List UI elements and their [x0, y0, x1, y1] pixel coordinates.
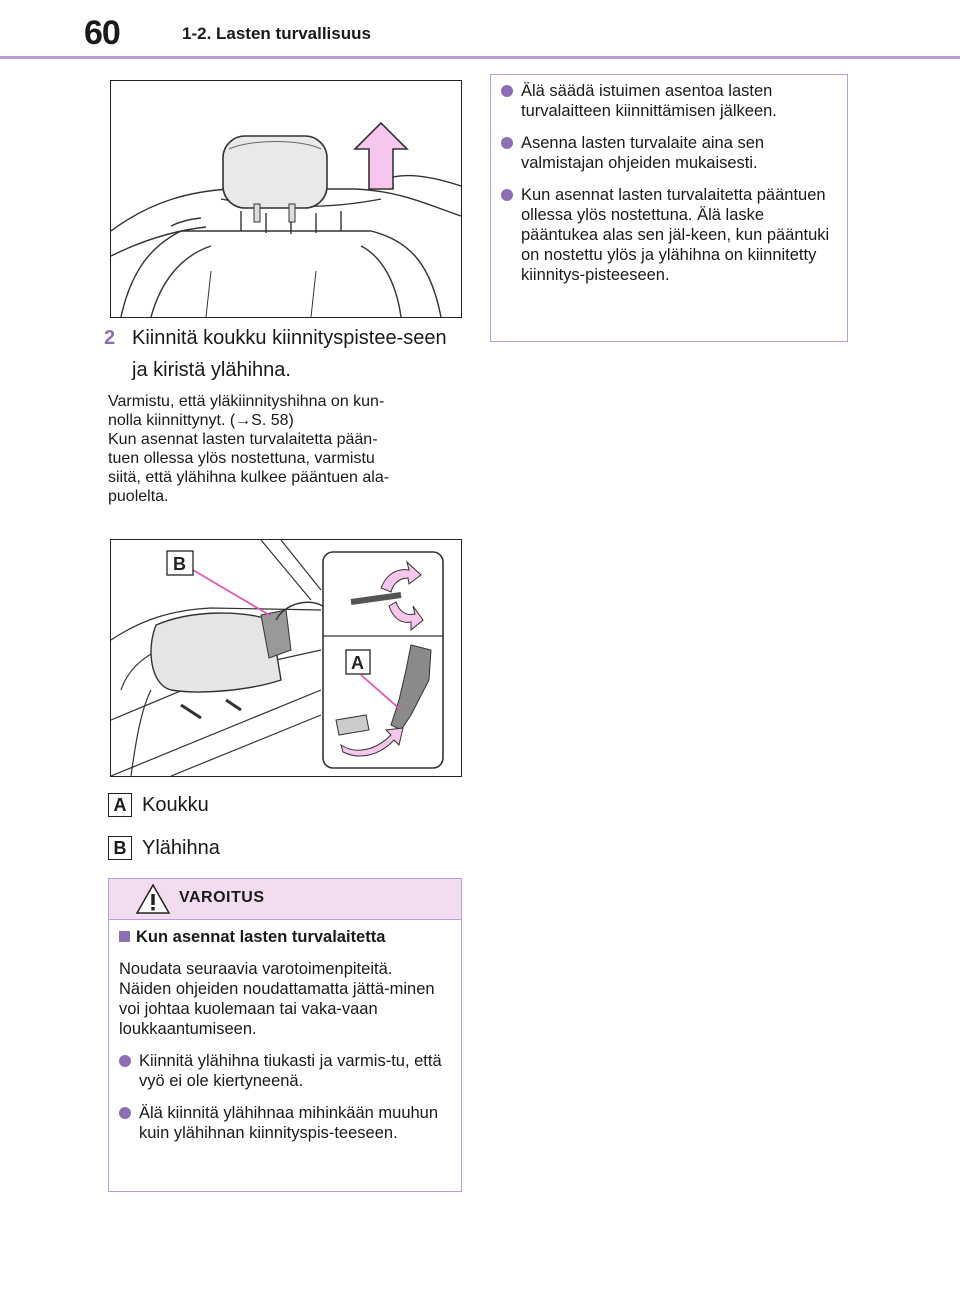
note-box	[490, 74, 848, 342]
note-bullet: Kun asennat lasten turvalaitetta pääntuen ollessa ylös nostettuna. Älä laske pääntukea alas sen jäl-keen, kun pääntuki on nostettu ylös ja ylähihna on kiinnitetty kiinnitys-pisteeseen.	[501, 185, 837, 285]
bullet-dot-icon	[119, 1107, 131, 1119]
headrest-illustration	[110, 80, 462, 318]
bullet-dot-icon	[119, 1055, 131, 1067]
paragraph-line: Varmistu, että yläkiinnityshihna on kun-	[108, 393, 385, 410]
warning-header	[109, 879, 461, 920]
warning-box	[108, 878, 462, 1192]
warning-subheading: Kun asennat lasten turvalaitetta	[119, 927, 449, 947]
paragraph-line: siitä, että ylähihna kulkee pääntuen ala-	[108, 469, 390, 486]
figure-label-b: B	[173, 554, 186, 574]
paragraph-line: tuen ollessa ylös nostettuna, varmistu	[108, 450, 375, 467]
bullet-dot-icon	[501, 137, 513, 149]
step-number: 2	[104, 327, 116, 349]
legend-item-a	[108, 793, 408, 817]
warning-intro: Noudata seuraavia varotoimenpiteitä. Näiden ohjeiden noudattamatta jättä-minen voi johtaa kuolemaan tai vaka-vaan loukkaantumiseen.	[119, 960, 435, 1038]
bullet-dot-icon	[501, 85, 513, 97]
note-bullet: Älä säädä istuimen asentoa lasten turvalaitteen kiinnittämisen jälkeen.	[501, 81, 837, 121]
section-title: 1-2. Lasten turvallisuus	[182, 24, 371, 43]
paragraph-line: puolelta.	[108, 488, 169, 505]
warning-bullet: Kiinnitä ylähihna tiukasti ja varmis-tu, että vyö ei ole kiertyneenä.	[119, 1051, 449, 1091]
legend-text-a: Koukku	[142, 794, 209, 816]
warning-title: VAROITUS	[179, 889, 265, 906]
bullet-dot-icon	[501, 189, 513, 201]
note-bullet: Asenna lasten turvalaite aina sen valmistajan ohjeiden mukaisesti.	[501, 133, 837, 173]
legend-badge-b: B	[108, 836, 132, 860]
legend-text-b: Ylähihna	[142, 837, 220, 859]
paragraph-line: nolla kiinnittynyt. (→S. 58)	[108, 412, 294, 429]
warning-bullet: Älä kiinnitä ylähihnaa mihinkään muuhun kuin ylähihnan kiinnityspis-teeseen.	[119, 1103, 449, 1143]
tether-strap-illustration	[110, 539, 462, 777]
header-rule	[0, 56, 960, 59]
legend-item-b	[108, 836, 408, 860]
square-bullet-icon	[119, 931, 130, 942]
headrest-drawing	[111, 81, 461, 317]
figure-label-a: A	[351, 653, 364, 673]
page-number: 60	[84, 14, 120, 52]
note-body	[501, 81, 837, 285]
step-text: Kiinnitä koukku kiinnityspistee-seen ja kiristä ylähihna.	[132, 327, 447, 381]
legend-badge-a: A	[108, 793, 132, 817]
tether-drawing	[111, 540, 461, 776]
instruction-paragraph	[108, 392, 460, 506]
warning-body	[119, 927, 449, 1143]
paragraph-line: Kun asennat lasten turvalaitetta pään-	[108, 431, 378, 448]
warning-triangle-icon	[135, 883, 171, 915]
step-2	[104, 322, 462, 386]
